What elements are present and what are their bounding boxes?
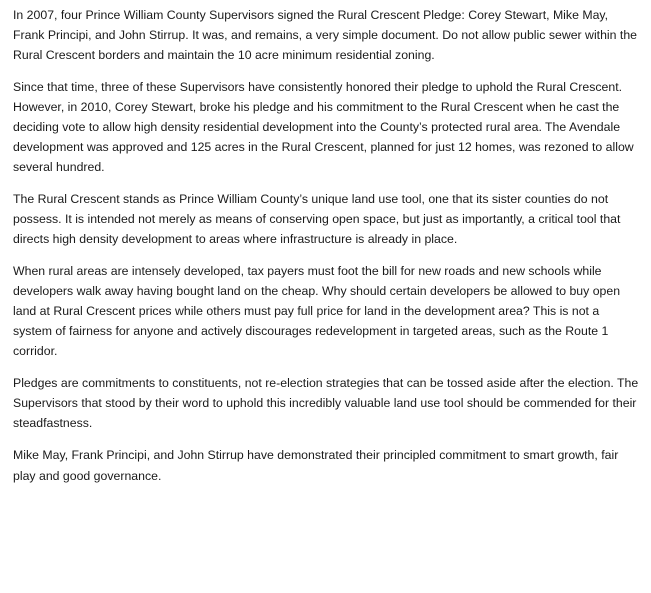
paragraph-conclusion: Mike May, Frank Principi, and John Stirrup have demonstrated their principled commitment to smart growth, fair play and good governance. — [13, 448, 619, 483]
paragraph-commitments: Pledges are commitments to constituents, not re-election strategies that can be tossed aside after the election. The Supervisors that stood by their word to uphold this incredibly valuable land use tool should be commended for their steadfastness. — [13, 376, 639, 430]
paragraph-broken-pledge: Since that time, three of these Supervisors have consistently honored their pledge to uphold the Rural Crescent. However, in 2010, Corey Stewart, broke his pledge and his commitment to the Rural Crescent when he cast the deciding vote to allow high density residential development into the County’s protected rural area. The Avendale development was approved and 125 acres in the Rural Crescent, planned for just 12 homes, was rezoned to allow several hundred. — [13, 80, 634, 174]
paragraph-tax-payers: When rural areas are intensely developed, tax payers must foot the bill for new roads and new schools while developers walk away having bought land on the cheap. Why should certain developers be allowed to buy open land at Rural Crescent prices while others must pay full price for land in the development area? This is not a system of fairness for anyone and actively discourages redevelopment in targeted areas, such as the Route 1 corridor. — [13, 264, 621, 358]
paragraph-land-use-tool: The Rural Crescent stands as Prince William County’s unique land use tool, one that its sister counties do not possess. It is intended not merely as means of conserving open space, but just as importantly, a critical tool that directs high density development to areas where infrastructure is already in place. — [13, 192, 621, 246]
paragraph-pledge-intro: In 2007, four Prince William County Supervisors signed the Rural Crescent Pledge: Corey Stewart, Mike May, Frank Principi, and John Stirrup. It was, and remains, a very simple document. Do not allow public sewer within the Rural Crescent borders and maintain the 10 acre minimum residential zoning. — [13, 8, 638, 62]
